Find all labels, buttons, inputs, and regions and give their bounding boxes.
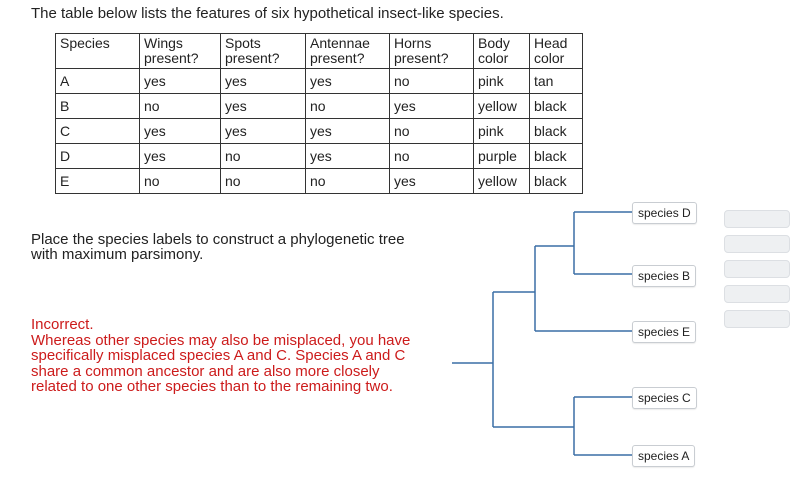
table-cell: no [390,119,474,144]
tree-label-species-a[interactable]: species A [632,445,695,467]
table-cell: no [140,94,221,119]
table-cell: yes [306,119,390,144]
table-cell: yes [390,94,474,119]
tree-label-species-e[interactable]: species E [632,321,696,343]
table-cell: yes [140,119,221,144]
table-cell: pink [474,119,530,144]
label-bank-slot[interactable] [724,235,790,253]
table-cell: no [221,169,306,194]
table-cell: yes [390,169,474,194]
table-cell: yes [306,144,390,169]
table-cell: black [530,144,583,169]
tree-label-species-d[interactable]: species D [632,202,697,224]
table-cell: pink [474,69,530,94]
header-spots: Spots present? [221,34,306,69]
header-wings: Wings present? [140,34,221,69]
table-cell: no [390,69,474,94]
header-body-color: Body color [474,34,530,69]
label-bank-slot[interactable] [724,210,790,228]
header-head-color: Head color [530,34,583,69]
header-horns: Horns present? [390,34,474,69]
table-cell: yes [306,69,390,94]
feedback-title: Incorrect. [31,316,94,333]
table-cell: yes [140,69,221,94]
table-cell: tan [530,69,583,94]
table-cell: black [530,94,583,119]
header-antennae: Antennae present? [306,34,390,69]
table-cell: yes [221,94,306,119]
instruction-text: Place the species labels to construct a phylogenetic tree with maximum parsimony. [31,231,405,263]
table-cell: no [140,169,221,194]
label-bank-slot[interactable] [724,285,790,303]
table-cell: D [56,144,140,169]
label-bank-slot[interactable] [724,310,790,328]
table-cell: yes [140,144,221,169]
intro-text: The table below lists the features of six hypothetical insect-like species. [31,5,504,22]
table-cell: yellow [474,169,530,194]
table-cell: C [56,119,140,144]
table-cell: no [221,144,306,169]
table-cell: no [306,94,390,119]
table-cell: B [56,94,140,119]
table-cell: yes [221,69,306,94]
tree-label-species-c[interactable]: species C [632,387,697,409]
table-cell: A [56,69,140,94]
table-cell: no [306,169,390,194]
table-cell: yellow [474,94,530,119]
table-cell: purple [474,144,530,169]
table-cell: no [390,144,474,169]
table-cell: black [530,119,583,144]
table-cell: black [530,169,583,194]
feedback-body: Whereas other species may also be misplaced, you have specifically misplaced species A and C. Species A and C share a common ancestor and are also more closely related to one other species than to the remaining two. [31,331,411,395]
header-species: Species [56,34,140,69]
tree-label-species-b[interactable]: species B [632,265,696,287]
table-cell: E [56,169,140,194]
label-bank-slot[interactable] [724,260,790,278]
table-cell: yes [221,119,306,144]
